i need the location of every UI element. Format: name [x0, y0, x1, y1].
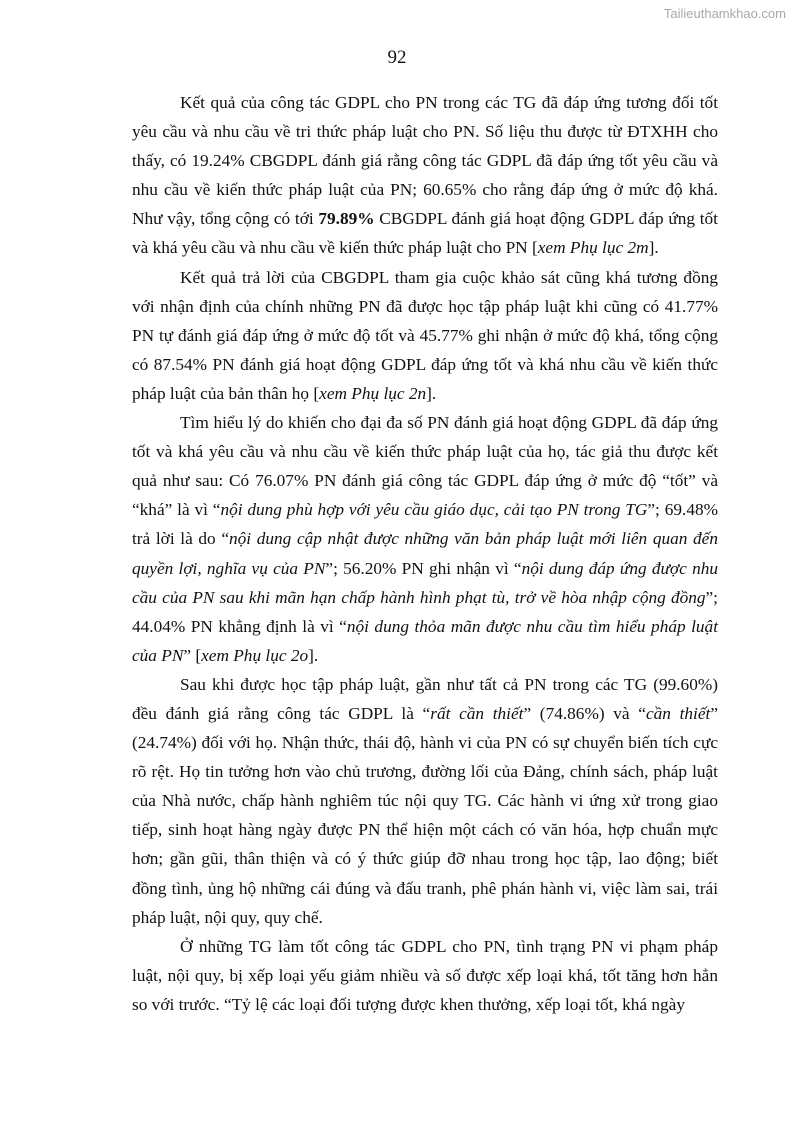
italic-text: rất cần thiết [430, 703, 524, 723]
text-run: ”; 56.20% PN ghi nhận vì “ [325, 558, 522, 578]
italic-text: nội dung phù hợp với yêu cầu giáo dục, cải tạo PN trong TG [220, 500, 648, 520]
bold-text: 79.89% [318, 209, 375, 229]
italic-text: xem Phụ lục 2m [537, 238, 649, 258]
text-run: Sau khi được học tập pháp luật, gần như tất cả PN trong các TG (99.60%) đều đánh giá rằng công tác GDPL là “ [132, 674, 718, 723]
text-run: ”; 69.48% trả lời là do “ [132, 500, 718, 549]
text-run: CBGDPL đánh giá hoạt động GDPL đáp ứng tốt và khá yêu cầu và nhu cầu về kiến thức pháp luật cho PN [ [132, 209, 718, 258]
italic-text: nội dung thỏa mãn được nhu cầu tìm hiểu pháp luật của PN [132, 616, 718, 665]
italic-text: cần thiết [645, 703, 711, 723]
text-run: ” (24.74%) đối với họ. Nhận thức, thái độ, hành vi của PN có sự chuyển biến tích cực rõ rệt. Họ tin tưởng hơn vào chủ trương, đường lối của Đảng, chính sách, pháp luật của Nhà nước, chấp hành nghiêm túc nội quy TG. Các hành vi ứng xử trong giao tiếp, sinh hoạt hàng ngày được PN thể hiện một cách có văn hóa, hợp chuẩn mực hơn; gần gũi, thân thiện và có ý thức giúp đỡ nhau trong học tập, lao động; biết đồng tình, ủng hộ những cái đúng và đấu tranh, phê phán hành vi, việc làm sai, trái pháp luật, nội quy, quy chế. [132, 703, 718, 927]
text-run: Kết quả trả lời của CBGDPL tham gia cuộc khảo sát cũng khá tương đồng với nhận định của chính những PN đã được học tập pháp luật khi cũng có 41.77% PN tự đánh giá đáp ứng ở mức độ tốt và 45.77% ghi nhận ở mức độ khá, tổng cộng có 87.54% PN đánh giá hoạt động GDPL đáp ứng tốt và khá nhu cầu về kiến thức pháp luật của bản thân họ [ [132, 267, 718, 403]
paragraph-2 [132, 263, 718, 408]
paragraph-4 [132, 670, 718, 932]
page-number: 92 [387, 47, 407, 68]
text-run: ”; 44.04% PN khẳng định là vì “ [132, 587, 718, 636]
text-run: ]. [308, 645, 319, 665]
watermark: Tailieuthamkhao.com [663, 6, 786, 21]
text-run: ]. [648, 238, 659, 258]
italic-text: nội dung cập nhật được những văn bản pháp luật mới liên quan đến quyền lợi, nghĩa vụ của PN [132, 529, 718, 578]
italic-text: xem Phụ lục 2o [201, 645, 309, 665]
text-run: ]. [426, 383, 437, 403]
body-text [132, 88, 718, 1019]
paragraph-3 [132, 408, 718, 670]
italic-text: nội dung đáp ứng được nhu cầu của PN sau khi mãn hạn chấp hành hình phạt tù, trở về hòa nhập cộng đồng [132, 558, 719, 607]
text-run: ” (74.86%) và “ [523, 703, 646, 723]
paragraph-1 [132, 88, 718, 263]
text-run: ” [ [183, 645, 202, 665]
text-run: Ở những TG làm tốt công tác GDPL cho PN, tình trạng PN vi phạm pháp luật, nội quy, bị xếp loại yếu giảm nhiều và số được xếp loại khá, tốt tăng hơn hẳn so với trước. “Tỷ lệ các loại đối tượng được khen thưởng, xếp loại tốt, khá ngày [132, 936, 718, 1014]
text-run: Tìm hiểu lý do khiến cho đại đa số PN đánh giá hoạt động GDPL đã đáp ứng tốt và khá yêu cầu và nhu cầu về kiến thức pháp luật của họ, tác giả thu được kết quả như sau: Có 76.07% PN đánh giá công tác GDPL đáp ứng ở mức độ “tốt” và “khá” là vì “ [132, 413, 718, 520]
italic-text: xem Phụ lục 2n [319, 383, 427, 403]
paragraph-5 [132, 932, 718, 1019]
text-run: Kết quả của công tác GDPL cho PN trong các TG đã đáp ứng tương đối tốt yêu cầu và nhu cầu về tri thức pháp luật cho PN. Số liệu thu được từ ĐTXHH cho thấy, có 19.24% CBGDPL đánh giá rằng công tác GDPL đã đáp ứng tốt yêu cầu và nhu cầu về kiến thức pháp luật của PN; 60.65% cho rằng đáp ứng ở mức độ khá. Như vậy, tổng cộng có tới [132, 93, 718, 229]
